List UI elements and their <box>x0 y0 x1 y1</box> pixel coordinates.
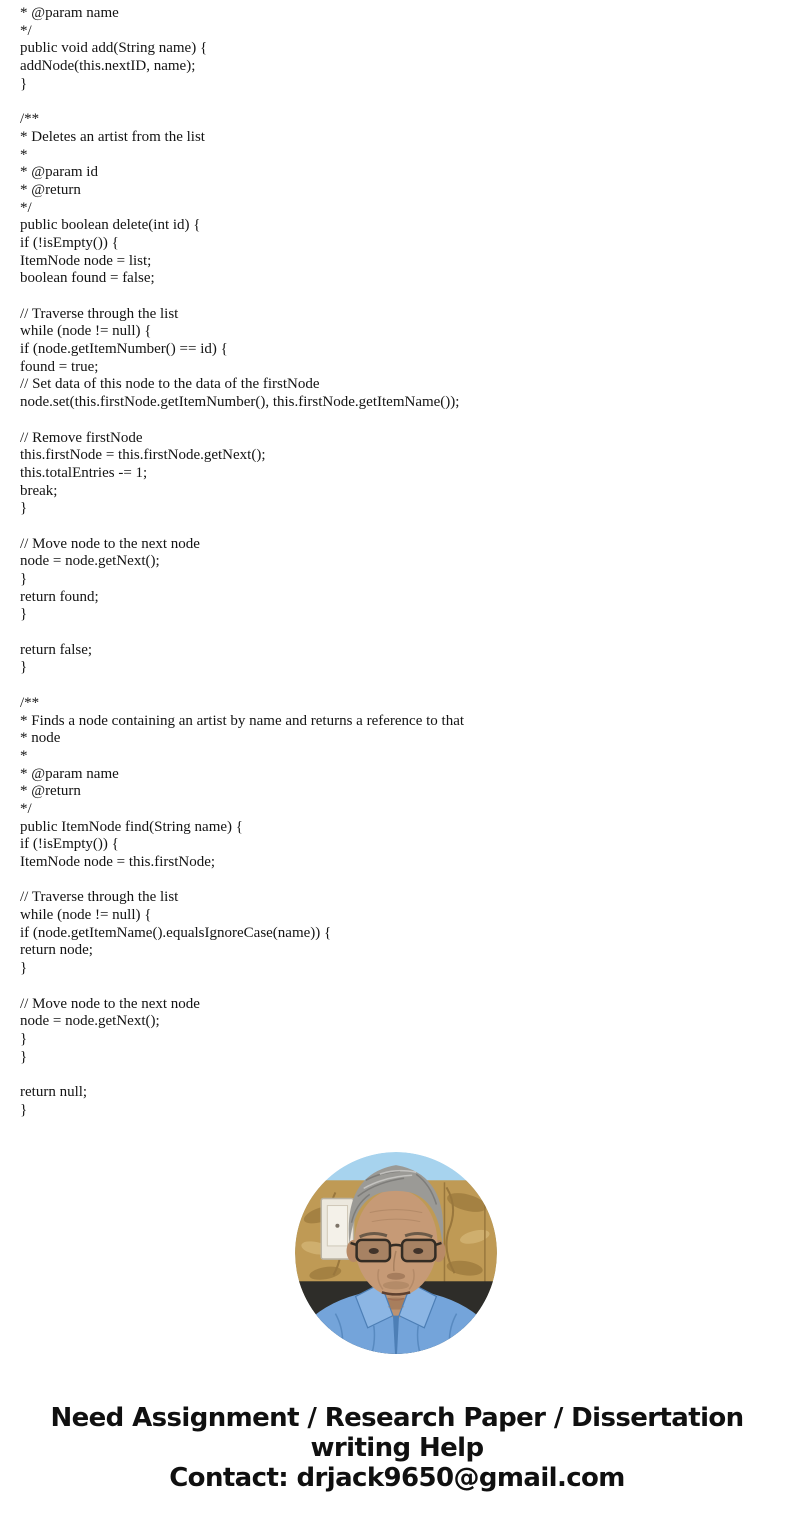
code-line: // Traverse through the list <box>20 305 179 322</box>
footer-banner <box>0 1403 794 1493</box>
code-line <box>20 412 780 430</box>
code-line: } <box>20 960 28 977</box>
footer-heading-line2: writing Help <box>310 1433 484 1463</box>
code-line: addNode(this.nextID, name); <box>20 58 196 75</box>
eye-right <box>413 1248 423 1254</box>
code-line: /** <box>20 694 40 711</box>
code-line: */ <box>20 199 32 216</box>
profile-photo <box>295 1152 497 1354</box>
contact-email: Contact: drjack9650@gmail.com <box>169 1463 625 1493</box>
footer-heading-line1: Need Assignment / Research Paper / Dissertation <box>50 1403 744 1433</box>
code-line: return null; <box>20 1083 88 1100</box>
code-line: // Set data of this node to the data of the firstNode <box>20 376 320 393</box>
code-line: public void add(String name) { <box>20 40 208 57</box>
code-line <box>20 872 780 890</box>
code-line: public boolean delete(int id) { <box>20 217 201 234</box>
code-line: } <box>20 1101 28 1118</box>
code-line: } <box>20 75 28 92</box>
code-line: } <box>20 571 28 587</box>
code-line: while (node != null) { <box>20 323 152 340</box>
code-line: * <box>20 747 28 764</box>
code-line: /** <box>20 111 40 128</box>
code-line: node = node.getNext(); <box>20 553 160 570</box>
code-line: return found; <box>20 588 99 605</box>
code-line: * @param name <box>20 5 119 21</box>
code-line: if (node.getItemName().equalsIgnoreCase(name)) { <box>20 924 332 941</box>
code-line: this.firstNode = this.firstNode.getNext(); <box>20 447 266 464</box>
footer-heading <box>0 1403 794 1463</box>
code-line: } <box>20 659 28 676</box>
code-line: return node; <box>20 942 93 959</box>
code-line: found = true; <box>20 358 99 375</box>
code-line: */ <box>20 800 32 817</box>
code-line: boolean found = false; <box>20 270 155 287</box>
code-line <box>20 93 780 111</box>
code-line: return false; <box>20 641 93 658</box>
code-line: * Finds a node containing an artist by name and returns a reference to that <box>20 712 465 729</box>
code-line: * node <box>20 730 61 747</box>
code-line: */ <box>20 22 32 39</box>
code-line: } <box>20 500 28 517</box>
code-line: node.set(this.firstNode.getItemNumber(), this.firstNode.getItemName()); <box>20 394 460 411</box>
code-line: } <box>20 1030 28 1047</box>
code-line: if (!isEmpty()) { <box>20 234 119 251</box>
profile-photo-illustration <box>295 1152 497 1354</box>
code-line: } <box>20 1048 28 1065</box>
code-line <box>20 677 780 695</box>
code-line <box>20 518 780 536</box>
code-line: // Remove firstNode <box>20 429 143 446</box>
code-line: break; <box>20 482 58 499</box>
code-line: // Traverse through the list <box>20 889 179 906</box>
code-line <box>20 1066 780 1084</box>
code-line: if (node.getItemNumber() == id) { <box>20 341 228 358</box>
code-line: while (node != null) { <box>20 907 152 924</box>
code-line: * <box>20 146 28 163</box>
code-line: // Move node to the next node <box>20 995 200 1012</box>
nose-shadow <box>387 1273 405 1280</box>
code-line: ItemNode node = this.firstNode; <box>20 854 216 870</box>
code-line: // Move node to the next node <box>20 535 200 552</box>
code-line: } <box>20 606 28 623</box>
code-line: this.totalEntries -= 1; <box>20 464 148 481</box>
code-line: ItemNode node = list; <box>20 252 152 269</box>
code-line <box>20 288 780 306</box>
code-line: * @return <box>20 181 81 198</box>
code-line: * @param id <box>20 164 98 181</box>
code-line: * Deletes an artist from the list <box>20 128 205 145</box>
code-line: public ItemNode find(String name) { <box>20 818 243 835</box>
eye-left <box>369 1248 379 1254</box>
code-line <box>20 978 780 996</box>
code-line: * @return <box>20 783 81 800</box>
code-block <box>20 5 780 1119</box>
code-line: node = node.getNext(); <box>20 1013 160 1030</box>
upper-lip-shadow <box>383 1281 409 1289</box>
code-line <box>20 624 780 642</box>
code-line: if (!isEmpty()) { <box>20 836 119 853</box>
code-line: * @param name <box>20 765 119 782</box>
